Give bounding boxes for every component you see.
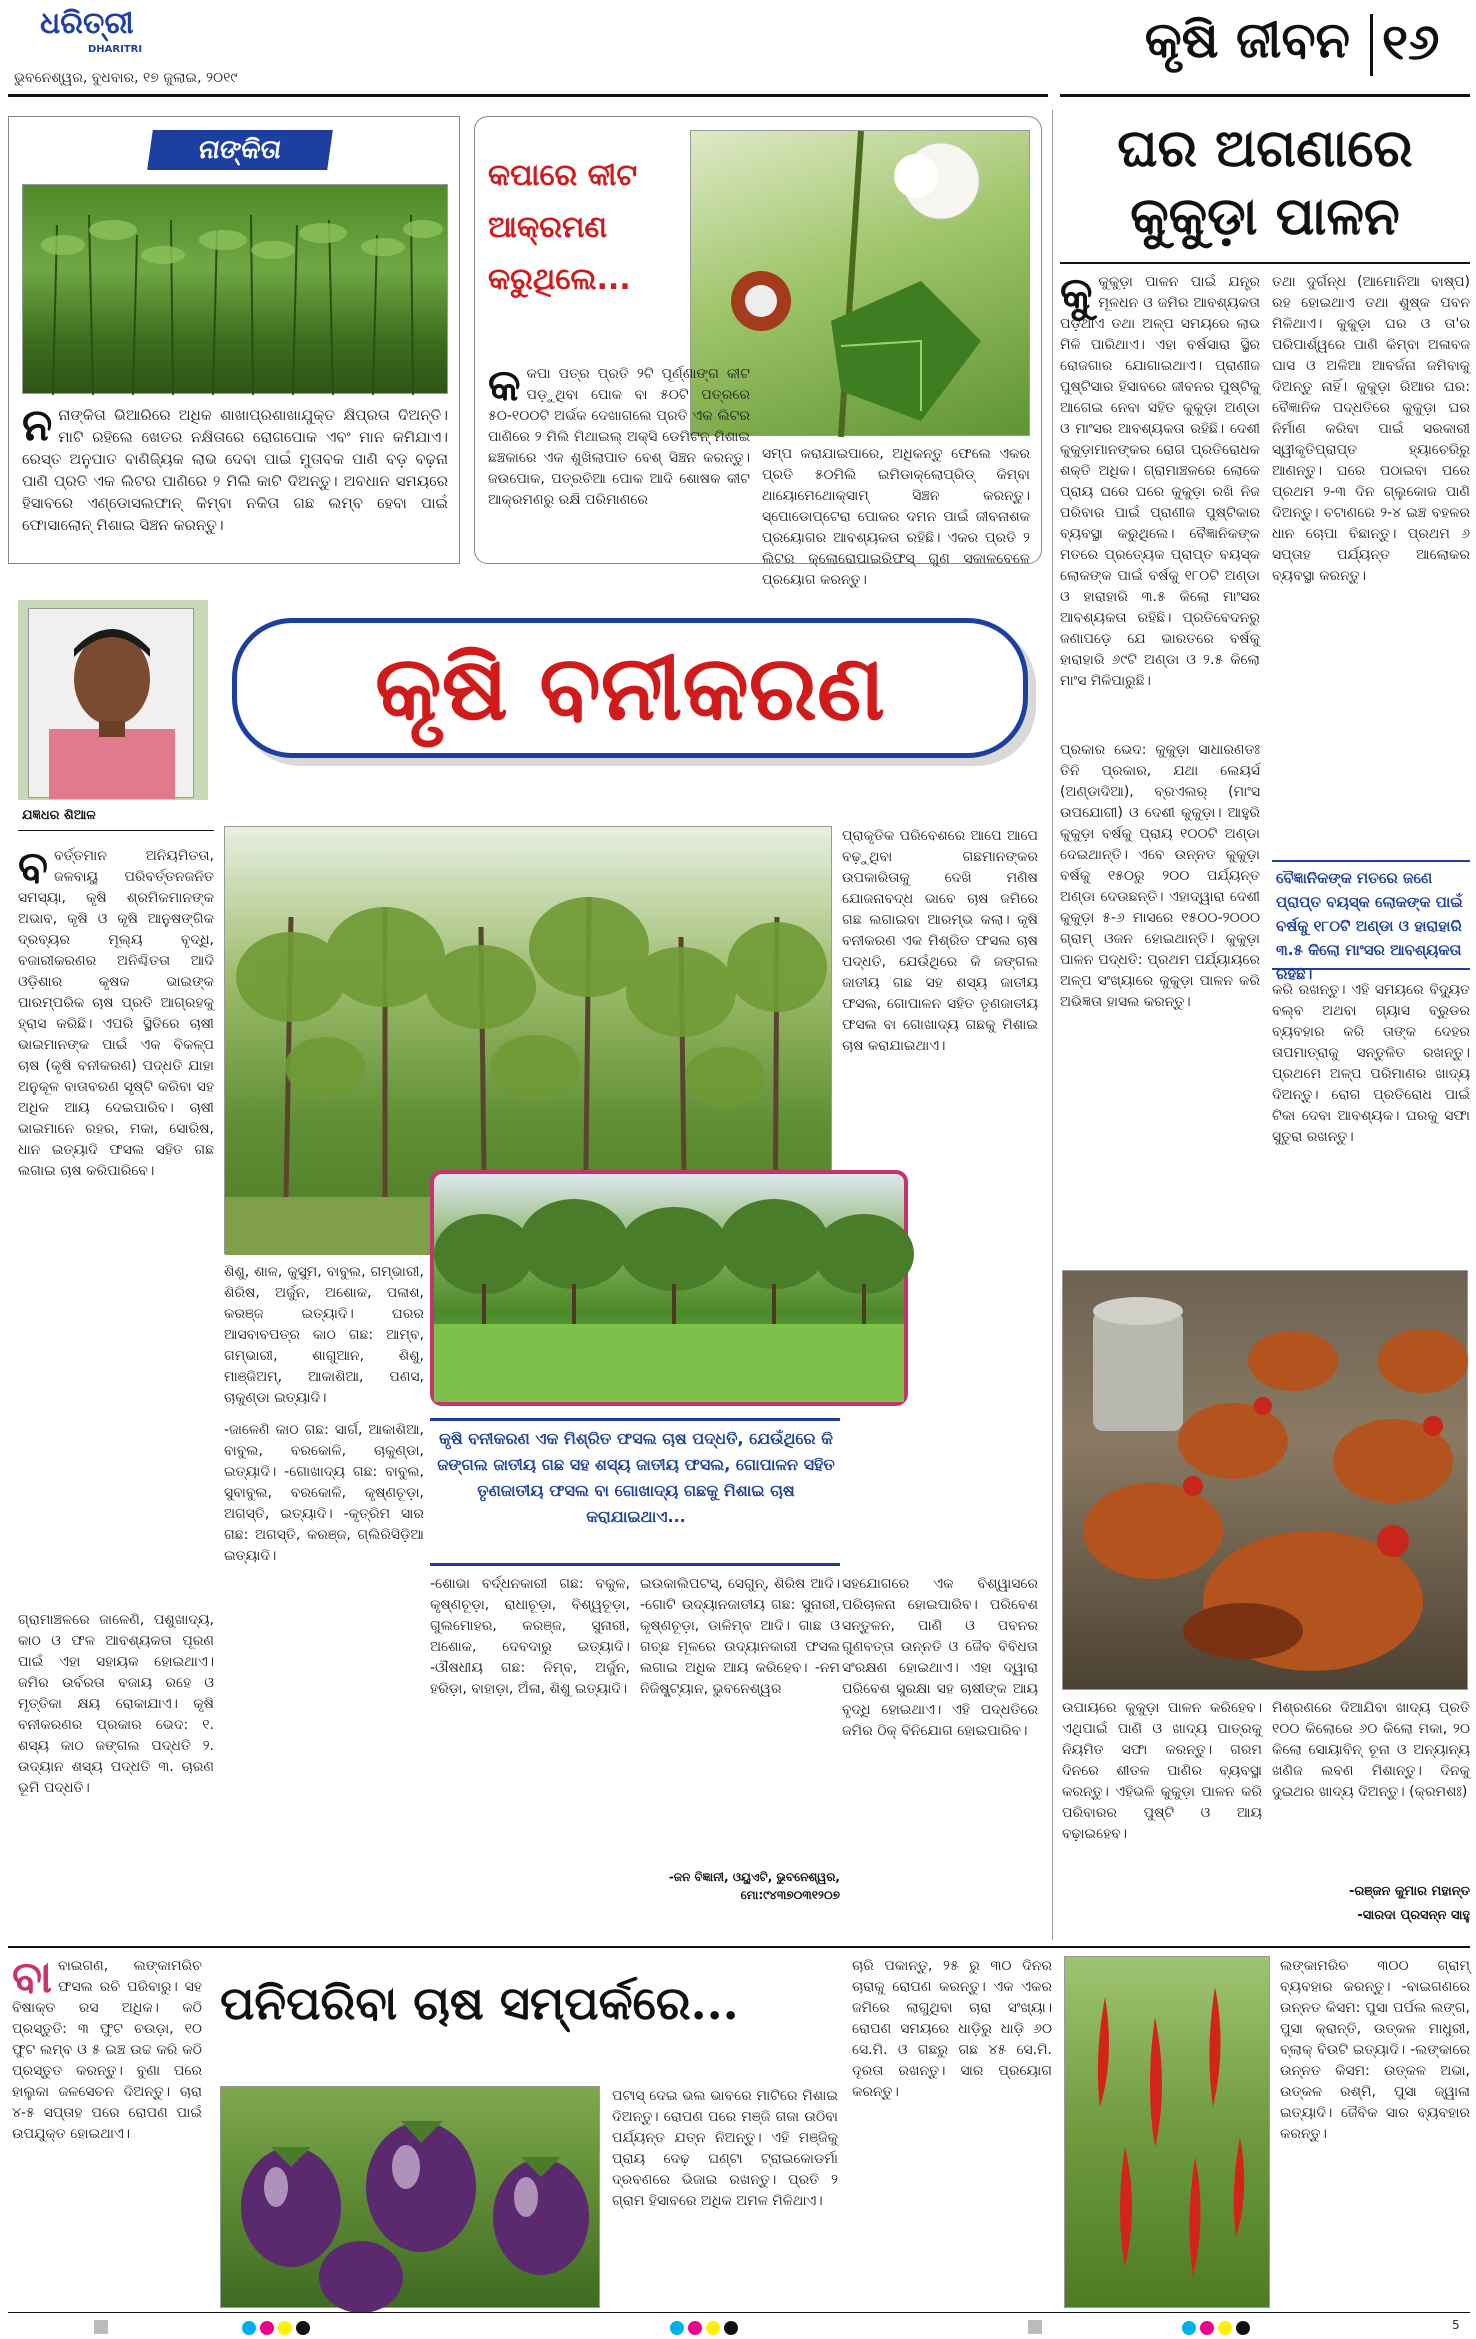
okra-plants-illustration — [23, 185, 449, 395]
vegetable-col2: ପଟାସ୍ ଦେଇ ଭଲ ଭାବରେ ମାଟିରେ ମିଶାଇ ଦିଅନ୍ତୁ। ରୋପଣ ପରେ ମଞ୍ଜି ଗଜା ଉଠିବା ପର୍ଯ୍ୟନ୍ତ ଯତ୍ନ ନିଅନ୍ତୁ। ଏହି ମଞ୍ଜିକୁ ପ୍ରାୟ ଦେଢ଼ ଘଣ୍ଟା ଟ୍ରାଇକୋଡର୍ମା ଦ୍ରବଣରେ ଭିଜାଇ ରଖନ୍ତୁ। ପ୍ରତି ୨ ଗ୍ରାମ ହିସାବରେ ଅଧିକ ଅମଳ ମିଳିଥାଏ। — [612, 2088, 838, 2209]
poultry-text-bottom: ଉପାୟରେ କୁକୁଡ଼ା ପାଳନ କରିହେବ। ଏଥିପାଇଁ ପାଣି ଓ ଖାଦ୍ୟ ପାତ୍ରକୁ ନିୟମିତ ସଫା କରନ୍ତୁ। ଗରମ ଦିନରେ ଶୀତଳ ପାଣିର ବ୍ୟବସ୍ଥା କରନ୍ତୁ। ଏହିଭଳି କୁକୁଡ଼ା ପାଳନ କରି ପରିବାରର ପୁଷ୍ଟି ଓ ଆୟ ବଢ଼ାଇହେବ। — [1062, 1700, 1262, 1842]
agroforestry-col2: ପ୍ରାକୃତିକ ପରିବେଶରେ ଆପେ ଆପେ ବଢ଼ୁଥିବା ଗଛମାନଙ୍କର ଉପକାରିତାକୁ ଦେଖି ମଣିଷ ଯୋଜନାବଦ୍ଧ ଭାବେ ଚାଷ ଜମିରେ ଗଛ ଲଗାଇବା ଆରମ୍ଭ କଲା। କୃଷି ବନୀକରଣ ଏକ ମିଶ୍ରିତ ଫସଲ ଚାଷ ପଦ୍ଧତି, ଯେଉଁଥିରେ କି ଜଙ୍ଗଲ ଜାତୀୟ ଗଛ ସହ ଶସ୍ୟ ଜାତୀୟ ଫସଲ, ଗୋପାଳନ ସହିତ ତୃଣଜାତୀୟ ଫସଲ ବା ଗୋଖାଦ୍ୟ ଗଛକୁ ମିଶାଇ ଚାଷ କରାଯାଇଥାଏ। — [842, 828, 1038, 1054]
color-bar-1 — [240, 2320, 312, 2339]
poultry-text-mid-right: କରି ରଖନ୍ତୁ। ଏହି ସମୟରେ ବିଦ୍ୟୁତ ବଲ୍ବ ଅଥବା ଗ୍ୟାସ ବ୍ରୁଡର ବ୍ୟବହାର କରି ତାଙ୍କ ଦେହର ତାପମାତ୍ରାକୁ ସନ୍ତୁଳିତ ରଖନ୍ତୁ। ପ୍ରଥମେ ଅଳ୍ପ ପରିମାଣର ଖାଦ୍ୟ ଦିଅନ୍ତୁ। ରୋଗ ପ୍ରତିରୋଧ ପାଇଁ ଟିକା ଦେବା ଆବଶ୍ୟକ। ଘରକୁ ସଫା ସୁତୁରା ରଖନ୍ତୁ। — [1272, 982, 1470, 1145]
agroforestry-col1-body: ବର୍ତ୍ତମାନ ଅନିୟମିତତା, ଜଳବାୟୁ ପରିବର୍ତ୍ତନଜନିତ ସମସ୍ୟା, କୃଷି ଶ୍ରମିକମାନଙ୍କ ଅଭାବ, କୃଷି ଓ କୃଷି ଆନୁଷଙ୍ଗିକ ଦ୍ରବ୍ୟର ମୂଲ୍ୟ ବୃଦ୍ଧି, ବଜାରୀକରଣର ଅନିଶ୍ଚିତତା ଆଦି ଓଡ଼ିଶାର କୃଷକ ଭାଇଙ୍କ ପାରମ୍ପରିକ ଚାଷ ପ୍ରତି ଆଗ୍ରହକୁ ହ୍ରାସ କରିଛି। ଏପରି ସ୍ଥିତିରେ ଚାଷୀ ଭାଇମାନଙ୍କ ପାଇଁ ଏକ ବିକଳ୍ପ ଚାଷ (କୃଷି ବନୀକରଣ) ପଦ୍ଧତି ଯାହା ଅନୁକୂଳ ବାତାବରଣ ସୃଷ୍ଟି କରିବା ସହ ଅଧିକ ଆୟ ଦେଇପାରିବ। ଚାଷୀ ଭାଇମାନେ ରହର, ମକା, ସୋରିଷ, ଧାନ ଇତ୍ୟାଦି ଫସଲ ସହିତ ଗଛ ଲଗାଇ ଚାଷ କରିପାରିବେ। — [18, 848, 214, 1179]
poultry-text-top — [1060, 268, 1260, 732]
dateline: ଭୁବନେଶ୍ୱର, ବୁଧବାର, ୧୭ ଜୁଲାଇ, ୨୦୧୯ — [14, 70, 238, 86]
nanhita-dropcap: ନ — [22, 400, 53, 451]
vegetable-dropcap: ବା — [12, 1952, 53, 2003]
chilli-photo — [1064, 1956, 1270, 2308]
color-bar-2 — [668, 2320, 740, 2339]
logo-subtitle: DHARITRI — [88, 44, 143, 55]
cotton-body-left: କପା ପତ୍ର ପ୍ରତି ୨ଟି ପୂର୍ଣ୍ଣାଙ୍ଗ କୀଟ ପଡ଼ୁଥିବା ପୋକ ବା ୫୦ଟି ପତ୍ରରେ ୫୦-୧୦୦ଟି ଅର୍ଭକ ଦେଖାଗଲେ ପ୍ରତି ଏକ ଲିଟର ପାଣିରେ ୨ ମିଲି ମିଥାଇଲ୍ ଅକ୍ସି ଡେମିଟନ୍ ମିଶାଇ ଛଞ୍ଚକାରେ ଏକ ଶୁଖିଲାପାତ ବେଶ୍ ସିଞ୍ଚନ କରନ୍ତୁ। ଜଉପୋକ, ପତ୍ରଚିଆ ପୋକ ଆଦି ଶୋଷକ କୀଟ ଆକ୍ରମଣରୁ ରକ୍ଷି ପରିମାଣରେ — [488, 366, 750, 508]
poultry-text-bottom-right: ମିଶ୍ରଣରେ ଦିଆଯିବା ଖାଦ୍ୟ ପ୍ରତି ୧୦୦ କିଲୋରେ ୬୦ କିଲୋ ମକା, ୨୦ କିଲୋ ସୋୟାବିନ୍ ଚୂନା ଓ ଅନ୍ୟାନ୍ୟ ଖଣିଜ ଲବଣ ମିଶାନ୍ତୁ। ଦିନକୁ ଦୁଇଥର ଖାଦ୍ୟ ଦିଅନ୍ତୁ। (କ୍ରମଶଃ) — [1272, 1700, 1470, 1800]
agroforestry-byline: -ଜନ ବିଜ୍ଞାନୀ, ଓୟୁଏଟି, ଭୁବନେଶ୍ୱର, ମୋ:୯୪୩୭୦୩୧୨୦୭ — [668, 1870, 840, 1902]
column-divider — [1052, 110, 1053, 1940]
section-rule — [1060, 94, 1470, 97]
logo-text: ଧରିତ୍ରୀ — [40, 6, 134, 41]
brinjal-photo — [220, 2086, 600, 2308]
footer-page-marker: 5 — [1452, 2318, 1460, 2332]
registration-mark-left — [94, 2320, 108, 2334]
author-caption: ଯଜ୍ଞଧର ଶିଆଳ — [22, 808, 96, 823]
vegetable-col1 — [12, 1952, 202, 2306]
poultry-body-top: କୁକୁଡ଼ା ପାଳନ ପାଇଁ ଯନ୍ତ୍ର ମୂଳଧନ ଓ ଜମିର ଆବଶ୍ୟକତା ପଡ଼ିଥାଏ ତଥା ଅଳ୍ପ ସମୟରେ ଲାଭ ମିଳି ପାରିଥାଏ। ଏହା ବର୍ଷସାରା ସ୍ଥିର ରୋଜଗାର ଯୋଗାଇଥାଏ। ପ୍ରାଣୀଜ ପୁଷ୍ଟିସାର ହିସାବରେ ଜୀବନର ପୁଷ୍ଟିକୁ ଆଗେଇ ନେବା ସହିତ କୁକୁଡ଼ା ଅଣ୍ଡା ଓ ମାଂସର ଆବଶ୍ୟକତା ରହିଛି। ଦେଶୀ କୁକୁଡ଼ାମାନଙ୍କର ରୋଗ ପ୍ରତିରୋଧକ ଶକ୍ତି ଅଧିକ। ଗ୍ରାମାଞ୍ଚଳରେ ଲୋକେ ପ୍ରାୟ ଘରେ ଘରେ କୁକୁଡ଼ା ରଖି ନିଜ ପରିବାର ପାଇଁ ପ୍ରାଣୀଜ ପୁଷ୍ଟିକାର ବ୍ୟବସ୍ଥା କରୁଥିଲେ। ବୈଜ୍ଞାନିକଙ୍କ ମତରେ ପ୍ରତ୍ୟେକ ପ୍ରାପ୍ତ ବୟସ୍କ ଲୋକଙ୍କ ପାଇଁ ବର୍ଷକୁ ୧୮୦ଟି ଅଣ୍ଡା ଓ ହାରାହାରି ୩.୫ କିଲୋ ମାଂସର ଆବଶ୍ୟକତା ରହିଛି। ପ୍ରତିବେଦନରୁ ଜଣାପଡ଼େ ଯେ ଭାରତରେ ବର୍ଷକୁ ହାରାହାରି ୬୯ଟି ଅଣ୍ଡା ଓ ୨.୫ କିଲୋ ମାଂସ ମିଳିପାରୁଛି। — [1060, 274, 1260, 689]
cotton-text-right: ସମ୍ପ କରାଯାଇପାରେ, ଅଧିକନ୍ତୁ ଫେଲେ ଏକର ପ୍ରତି ୫୦ମିଲି ଇମିଡାକ୍ଲୋପ୍ରିଡ୍ କିମ୍ବା ଥାୟୋମେଥୋକ୍ସାମ୍ ସିଞ୍ଚନ କରନ୍ତୁ। ସ୍ପୋଡୋପ୍ଟେରା ପୋକର ଦମନ ପାଇଁ ଜୀବନାଶକ ପ୍ରୟୋଗର ଆବଶ୍ୟକତା ରହିଛି। ଏକର ପ୍ରତି ୨ ଲିଟର କ୍ଲୋରୋପାଇରିଫସ୍ ଗୁଣ ସକାଳବେଳେ ପ୍ରୟୋଗ କରନ୍ତୁ। — [762, 446, 1030, 588]
agroforestry-col4: -ଶୋଭା ବର୍ଦ୍ଧନକାରୀ ଗଛ: ବକୁଳ, କୃଷ୍ଣଚୂଡ଼ା, ରାଧାଚୂଡ଼ା, ବିଶ୍ୱଚୂଡ଼ା, ଗୁଲମୋହର, କରଞ୍ଜ, ସୁନାରୀ, ଅଶୋକ, ଦେବଦାରୁ ଇତ୍ୟାଦି। -ଔଷଧୀୟ ଗଛ: ନିମ୍ବ, ଅର୍ଜୁନ, ହରିଡ଼ା, ବାହାଡ଼ା, ଅଁଳା, ଶିଶୁ ଇତ୍ୟାଦି। — [430, 1576, 630, 1697]
masthead-logo — [40, 6, 210, 46]
author-photo — [28, 608, 194, 798]
agroforestry-col1b: ଗ୍ରାମାଞ୍ଚଳରେ ଜାଳେଣି, ପଶୁଖାଦ୍ୟ, କାଠ ଓ ଫଳ ଆବଶ୍ୟକତା ପୂରଣ ପାଇଁ ଏହା ସହାୟକ ହୋଇଥାଏ। ଜମିର ଉର୍ବରତା ବଜାୟ ରହେ ଓ ମୃତ୍ତିକା କ୍ଷୟ ରୋକାଯାଏ। କୃଷି ବନୀକରଣର ପ୍ରକାର ଭେଦ: ୧. ଶସ୍ୟ କାଠ ଜଙ୍ଗଲ ପଦ୍ଧତି ୨. ଉଦ୍ୟାନ ଶସ୍ୟ ପଦ୍ଧତି ୩. ଚାରଣ ଭୂମି ପଦ୍ଧତି। — [18, 1612, 214, 1796]
poultry-byline-1: -ରଞ୍ଜନ କୁମାର ମହାନ୍ତ — [1349, 1884, 1470, 1899]
nanhita-label: ନାଙ୍କିତା — [147, 130, 333, 170]
agroforestry-dropcap: ବ — [18, 842, 49, 893]
cotton-dropcap: କ — [488, 360, 521, 411]
vegetable-title: ପନିପରିବା ଚାଷ ସମ୍ପର୍କରେ... — [220, 1976, 739, 2030]
lower-section-rule — [8, 1946, 1470, 1948]
poultry-text-mid: ପ୍ରକାର ଭେଦ: କୁକୁଡ଼ା ସାଧାରଣତଃ ତିନି ପ୍ରକାର, ଯଥା ଲେୟର୍ସ (ଅଣ୍ଡାଦିଆ), ବ୍ରଏଲର୍ (ମାଂସ ଉପଯୋଗୀ) ଓ ଦେଶୀ କୁକୁଡ଼ା। ଆହୁରି କୁକୁଡ଼ା ବର୍ଷକୁ ପ୍ରାୟ ୧୦୦ଟି ଅଣ୍ଡା ଦେଇଥାନ୍ତି। ଏବେ ଉନ୍ନତ କୁକୁଡ଼ା ବର୍ଷକୁ ୧୫୦ରୁ ୨୦୦ ପର୍ଯ୍ୟନ୍ତ ଅଣ୍ଡା ଦେଉଛନ୍ତି। ଏହାଦ୍ୱାରା ଦେଶୀ କୁକୁଡ଼ା ୫-୬ ମାସରେ ୧୫୦୦-୨୦୦୦ ଗ୍ରାମ୍ ଓଜନ ହୋଇଥାନ୍ତି। କୁକୁଡ଼ା ପାଳନ ପଦ୍ଧତି: ପ୍ରଥମ ପର୍ଯ୍ୟାୟରେ ଅଳ୍ପ ସଂଖ୍ୟାରେ କୁକୁଡ଼ା ପାଳନ କରି ଅଭିଜ୍ଞତା ହାସଲ କରନ୍ତୁ। — [1060, 742, 1260, 1010]
brinjal-illustration — [221, 2087, 601, 2309]
masthead-rule — [8, 94, 1048, 97]
agroforestry-col3b: -ଜାଳେଣି କାଠ ଗଛ: ସାର୍ଗ, ଆକାଶିଆ, ବାବୁଲ, ବରକୋଳି, ଚାକୁଣ୍ଡା, ଇତ୍ୟାଦି। -ଗୋଖାଦ୍ୟ ଗଛ: ବାବୁଲ, ସୁବାବୁଲ, ବରକୋଳି, କୃଷ୍ଣଚୂଡ଼ା, ଅଗସ୍ତି, ଇତ୍ୟାଦି। -କୃତ୍ରିମ ସାର ଗଛ: ଅଗସ୍ତି, କରଞ୍ଜ, ଗ୍ଲିରିସିଡ଼ିଆ ଇତ୍ୟାଦି। — [224, 1422, 424, 1564]
page-number: ୧୬ — [1382, 12, 1440, 71]
chickens-photo — [1062, 1270, 1468, 1690]
poultry-dropcap: କୁ — [1060, 268, 1093, 319]
vegetable-col4: ଲଙ୍କାମରିଚ ୩୦୦ ଗ୍ରାମ୍ ବ୍ୟବହାର କରନ୍ତୁ। -ବାଇଗଣରେ ଉନ୍ନତ କିସମ: ପୁସା ପର୍ପଲ ଲଙ୍ଗ, ପୁସା କ୍ରାନ୍ତି, ଉତ୍କଳ ମାଧୁରୀ, ବ୍ଲାକ୍ ବିଉଟି ଇତ୍ୟାଦି। -ଲଙ୍କାରେ ଉନ୍ନତ କିସମ: ଉତ୍କଳ ଅଭା, ଉତ୍କଳ ରଶ୍ମି, ପୁସା ଜ୍ୱାଳା ଇତ୍ୟାଦି। ଜୈବିକ ସାର ବ୍ୟବହାର କରନ୍ତୁ। — [1280, 1958, 1470, 2142]
poultry-byline-2: -ସାରଦା ପ୍ରସନ୍ନ ସାହୁ — [1357, 1908, 1470, 1923]
agroforestry-col1 — [18, 842, 214, 1606]
nanhita-text — [22, 400, 448, 554]
footer-rule — [8, 2312, 1470, 2313]
color-bar-3 — [1180, 2320, 1252, 2339]
poultry-title-rule — [1060, 262, 1470, 264]
agroforestry-col5: ଇଉକାଲିପଟସ୍, ସେଗୁନ୍, ଶିରିଷ ଆଦି। -ଗୋଟି ଉଦ୍ୟାନଜାତୀୟ ଗଛ: ସୁନାରୀ, କୃଷ୍ଣଚୂଡ଼ା, ଡାଳିମ୍ବ ଆଦି। ଗାଛ ଓ ଗଚ୍ଛ ମୂଳରେ ଉଦ୍ୟାନକାରୀ ଫସଲ ଲଗାଇ ଅଧିକ ଆୟ କରିହେବ। -ନମ ନିଜିଷ୍ଣ୍ଟ୍ୟାନ, ଭୁବନେଶ୍ୱର — [640, 1576, 840, 1697]
mixed-crop-illustration — [434, 1174, 904, 1402]
poultry-text-right: ତଥା ଦୁର୍ଗନ୍ଧ (ଆମୋନିଆ ବାଷ୍ପ) ରହ ହୋଇଥାଏ ତଥା ଶୁଷ୍କ ପବନ ମିଳିଥାଏ। କୁକୁଡ଼ା ଘର ଓ ତା'ର ପରିପାର୍ଶ୍ୱରେ ପାଣି କିମ୍ବା ଅଳାବଜ ଘାସ ଓ ଅଳିଆ ଆବର୍ଜନା ଜମିବାକୁ ଦିଅନ୍ତୁ ନାହିଁ। କୁକୁଡ଼ା ରିଆର ଘର: ବୈଜ୍ଞାନିକ ପଦ୍ଧତିରେ କୁକୁଡ଼ା ଘର ନିର୍ମାଣ କରିବା ପାଇଁ ସରକାରୀ ସ୍ୱୀକୃତିପ୍ରାପ୍ତ ହ୍ୟାଚେରିରୁ ଆଣନ୍ତୁ। ଘରେ ପଠାଇବା ପରେ ପ୍ରଥମ ୨-୩ ଦିନ ଗ୍ଲୁକୋଜ ପାଣି ଦିଅନ୍ତୁ। ଚଟାଣରେ ୨-୪ ଇଞ୍ଚ ବହଳର ଧାନ ଚୋପା ବିଛାନ୍ତୁ। ପ୍ରଥମ ୬ ସପ୍ତାହ ପର୍ଯ୍ୟନ୍ତ ଆଲୋକର ବ୍ୟବସ୍ଥା କରନ୍ତୁ। — [1272, 274, 1470, 584]
section-title: କୃଷି ଜୀବନ — [1144, 10, 1350, 69]
mixed-crop-photo — [430, 1170, 908, 1406]
vegetable-col1-body: ବାଇଗଣ, ଲଙ୍କାମରିଚ ଫସଲ ରଚି ପରିବାରୁ। ସହ ବିଷାକ୍ତ ରସ ଅଧିକ। କଠି ପ୍ରସ୍ତୁତି: ୩ ଫୁଟ ଚଉଡ଼ା, ୧୦ ଫୁଟ ଲମ୍ବ ଓ ୫ ଇଞ୍ଚ ଉଚ୍ଚ କରି କଠି ପ୍ରସ୍ତୁତ କରନ୍ତୁ। ବୁଣା ପରେ ହାଲୁକା ଜଳସେଚନ ଦିଅନ୍ତୁ। ଚାରା ୪-୫ ସପ୍ତାହ ପରେ ରୋପଣ ପାଇଁ ଉପଯୁକ୍ତ ହୋଇଥାଏ। — [12, 1958, 202, 2142]
cotton-text-left — [488, 360, 750, 554]
agroforestry-col3a: ଶିଶୁ, ଶାଳ, କୁସୁମ, ବାବୁଲ, ଗମ୍ଭାରୀ, ଶିରିଷ, ଅର୍ଜୁନ, ଅଶୋକ, ପଳାଶ, କରଞ୍ଜ ଇତ୍ୟାଦି। ଘରର ଆସବାବପତ୍ର କାଠ ଗଛ: ଆମ୍ବ, ଗମ୍ଭାରୀ, ଶାଗୁଆନ, ଶିଶୁ, ମାଞ୍ଜିଅମ୍, ଆକାଶିଆ, ପଣସ, ଚାକୁଣ୍ଡା ଇତ୍ୟାଦି। — [224, 1264, 424, 1406]
poultry-title-2: କୁକୁଡ଼ା ପାଳନ — [1130, 186, 1400, 247]
registration-mark-mid — [1028, 2320, 1042, 2334]
agroforestry-col6: ସହଯୋଗରେ ଏକ ବିଶ୍ୱାସରେ ପରିଚାଳନା ହୋଇପାରିବ। ପରିବେଶ ସନ୍ତୁଳନ, ପାଣି ଓ ପବନର ଗୁଣବତ୍ତା ଉନ୍ନତି ଓ ଜୈବ ବିବିଧତା ସଂରକ୍ଷଣ ହୋଇଥାଏ। ଏହା ଦ୍ୱାରା ପରିବେଶ ସୁରକ୍ଷା ସହ ଚାଷୀଙ୍କ ଆୟ ବୃଦ୍ଧି ହୋଇଥାଏ। ଏହି ପଦ୍ଧତିରେ ଜମିର ଠିକ୍ ବିନିଯୋଗ ହୋଇପାରିବ। — [842, 1576, 1038, 1739]
agroforestry-pull-quote: କୃଷି ବନୀକରଣ ଏକ ମିଶ୍ରିତ ଫସଲ ଚାଷ ପଦ୍ଧତି, ଯେଉଁଥିରେ କି ଜଙ୍ଗଲ ଜାତୀୟ ଗଛ ସହ ଶସ୍ୟ ଜାତୀୟ ଫସଲ, ଗୋପାଳନ ସହିତ ତୃଣଜାତୀୟ ଫସଲ ବା ଗୋଖାଦ୍ୟ ଗଛକୁ ମିଶାଇ ଚାଷ କରାଯାଇଥାଏ... — [437, 1429, 835, 1526]
header-divider — [1370, 14, 1373, 76]
nanhita-body: ନାଙ୍କିତା ଭିଆରିରେ ଅଧିକ ଶାଖାପ୍ରଶାଖାଯୁକ୍ତ କ୍ଷିପ୍ରତା ଦିଅନ୍ତି। ମାଟି ରହିଲେ ଖେତର ନକ୍ଷିତାରେ ରୋଗପୋକ ଏବଂ ମାନ କମିଯାଏ। ରେସ୍ତ ଅନୁପାତ ବାଣିଜ୍ୟିକ ଲାଭ ଦେବା ପାଇଁ ମୁତାବକ ପାଣି ବଡ଼ ବଢ଼ନା ପାଣି ପ୍ରତି ଏକ ଲିଟର ପାଣିରେ ୨ ମିଲି କାଟି ଦିଅନ୍ତୁ। ଅବଧାନ ସମୟରେ ହିସାବରେ ଏଣ୍ଡୋସଲଫାନ୍ କିମ୍ବା ନକିତା ଗଛ ଲମ୍ବ ହେବା ପାଇଁ ଫୋସାଲୋନ୍ ମିଶାଇ ସିଞ୍ଚନ କରନ୍ତୁ। — [22, 406, 448, 534]
author-portrait — [29, 609, 195, 799]
agroforestry-title: କୃଷି ବନୀକରଣ — [374, 635, 886, 741]
poultry-title-1: ଘର ଅଗଣାରେ — [1117, 118, 1413, 179]
okra-plants-photo — [22, 184, 448, 394]
chilli-illustration — [1065, 1957, 1271, 2309]
chickens-illustration — [1063, 1271, 1469, 1691]
vegetable-col3: ଚାରି ପକାନ୍ତୁ, ୨୫ ରୁ ୩୦ ଦିନର ଚାରାକୁ ରୋପଣ କରନ୍ତୁ। ଏକ ଏକର ଜମିରେ ଲାଗୁଥିବା ଚାରା ସଂଖ୍ୟା। ରୋପଣ ସମୟରେ ଧାଡ଼ିରୁ ଧାଡ଼ି ୬୦ ସେ.ମି. ଓ ଗଛରୁ ଗଛ ୪୫ ସେ.ମି. ଦୂରତା ରଖନ୍ତୁ। ସାର ପ୍ରୟୋଗ କରନ୍ତୁ। — [852, 1958, 1052, 2100]
author-rule — [18, 830, 214, 831]
cotton-title: କପାରେ କୀଟ ଆକ୍ରମଣ କରୁଥିଲେ... — [488, 158, 638, 297]
poultry-pull-quote: ବୈଜ୍ଞାନିକଙ୍କ ମତରେ ଜଣେ ପ୍ରାପ୍ତ ବୟସ୍କ ଲୋକଙ୍କ ପାଇଁ ବର୍ଷକୁ ୧୮୦ଟି ଅଣ୍ଡା ଓ ହାରାହାରି ୩.୫ କିଲୋ ମାଂସର ଆବଶ୍ୟକତା ରହିଛି। — [1276, 869, 1463, 983]
